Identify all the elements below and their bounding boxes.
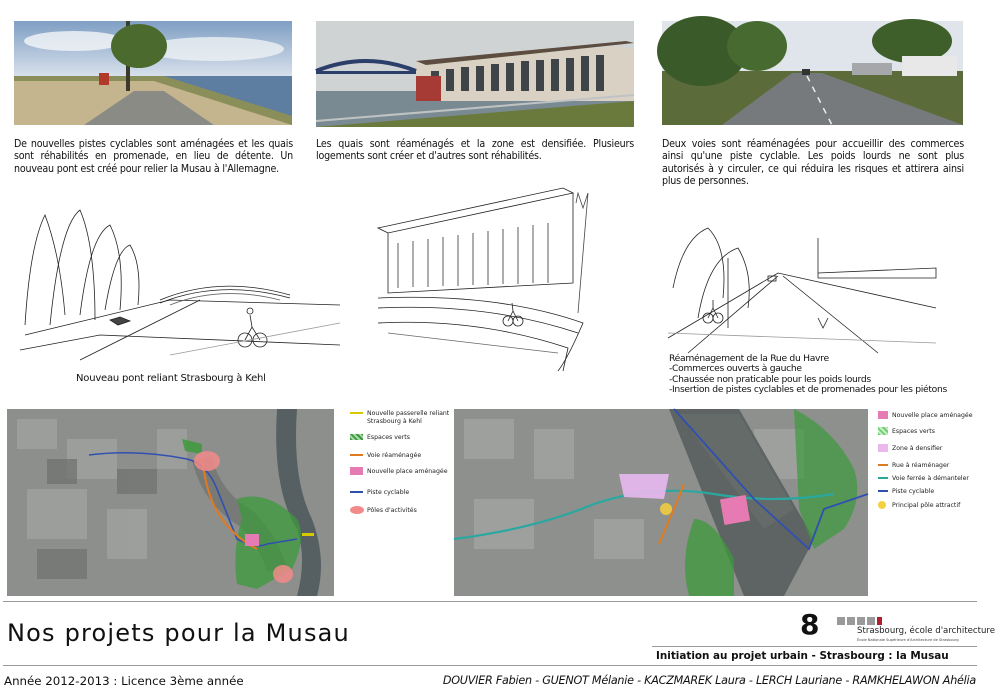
school-name: Strasbourg, école d'architecture [857, 626, 995, 636]
sketch-rue-du-havre [668, 218, 936, 353]
school-subtitle: École Nationale Supérieure d'Architecture de Strasbourg [857, 638, 959, 642]
sketch-quay-housing [378, 183, 588, 371]
footer-year: Année 2012-2013 : Licence 3ème année [4, 674, 244, 688]
map-right-aerial [454, 409, 868, 596]
legend-swatch-ellipse [350, 506, 364, 514]
sketch-bridge-to-kehl [20, 205, 345, 360]
legend-swatch-line [350, 454, 363, 456]
panel-1-text: De nouvelles pistes cyclables sont aménagées et les quais sont réhabilités en promenade, en lieu de détente. Un nouveau pont est créé pour relier la Musau à l'Allemagne. [14, 138, 293, 175]
legend-label: Espaces verts [367, 434, 410, 441]
legend-label: Principal pôle attractif [892, 502, 961, 509]
caption-line: Réaménagement de la Rue du Havre [669, 353, 829, 364]
legend-swatch-line [350, 412, 363, 414]
footer-title: Nos projets pour la Musau [7, 619, 350, 647]
legend-swatch-line [878, 490, 888, 492]
legend-swatch-hatch [878, 427, 888, 435]
legend-swatch-dot [878, 501, 886, 509]
photo-rue-du-havre [662, 21, 963, 125]
legend-label: Piste cyclable [367, 489, 410, 496]
caption-line: -Chaussée non praticable pour les poids lourds [669, 373, 871, 385]
legend-label: Pôles d'activités [367, 507, 417, 514]
photo-quay-buildings [316, 21, 634, 127]
legend-right [878, 412, 978, 512]
legend-label: Nouvelle place aménagée [367, 468, 448, 475]
legend-swatch-box [878, 444, 888, 452]
panel-3-text: Deux voies sont réaménagées pour accueillir des commerces ainsi qu'une piste cyclable. Les poids lourds ne sont plus autorisés à y circuler, ce qui réduira les risques et attirera ainsi plus de personnes. [662, 138, 964, 188]
sketch-3-caption [669, 354, 969, 396]
legend-swatch-box [878, 411, 888, 419]
legend-label: Rue à réaménager [892, 462, 950, 469]
panel-2-text: Les quais sont réaménagés et la zone est densifiée. Plusieurs logements sont créer et d'autres sont réhabilités. [316, 138, 634, 163]
legend-swatch-hatch [350, 434, 363, 440]
legend-label: Nouvelle passerelle reliant Strasbourg à Kehl [367, 410, 450, 425]
legend-label: Voie réaménagée [367, 452, 422, 459]
school-logo [837, 611, 897, 621]
sketch-1-caption: Nouveau pont reliant Strasbourg à Kehl [76, 373, 266, 384]
caption-line: -Commerces ouverts à gauche [669, 363, 802, 375]
legend-label: Zone à densifier [892, 445, 943, 452]
footer-divider-right [652, 646, 977, 647]
footer-subtitle: Initiation au projet urbain - Strasbourg : la Musau [656, 650, 949, 662]
photo-riverside-path [14, 21, 292, 125]
legend-swatch-line [878, 477, 888, 479]
legend-label: Voie ferrée à démanteler [892, 475, 969, 482]
legend-swatch-line [878, 464, 888, 466]
legend-swatch-box [350, 467, 363, 475]
legend-label: Piste cyclable [892, 488, 935, 495]
footer-divider-bottom [3, 665, 977, 666]
footer-divider-top [3, 601, 977, 602]
footer-authors: DOUVIER Fabien - GUENOT Mélanie - KACZMAREK Laura - LERCH Lauriane - RAMKHELAWON Ahélia [442, 674, 976, 687]
legend-label: Espaces verts [892, 428, 935, 435]
caption-line: -Insertion de pistes cyclables et de promenades pour les piétons [669, 384, 947, 396]
legend-left [350, 410, 450, 520]
legend-swatch-line [350, 491, 363, 493]
legend-label: Nouvelle place aménagée [892, 412, 973, 419]
page-number: 8 [800, 608, 820, 641]
map-left-aerial [7, 409, 334, 596]
